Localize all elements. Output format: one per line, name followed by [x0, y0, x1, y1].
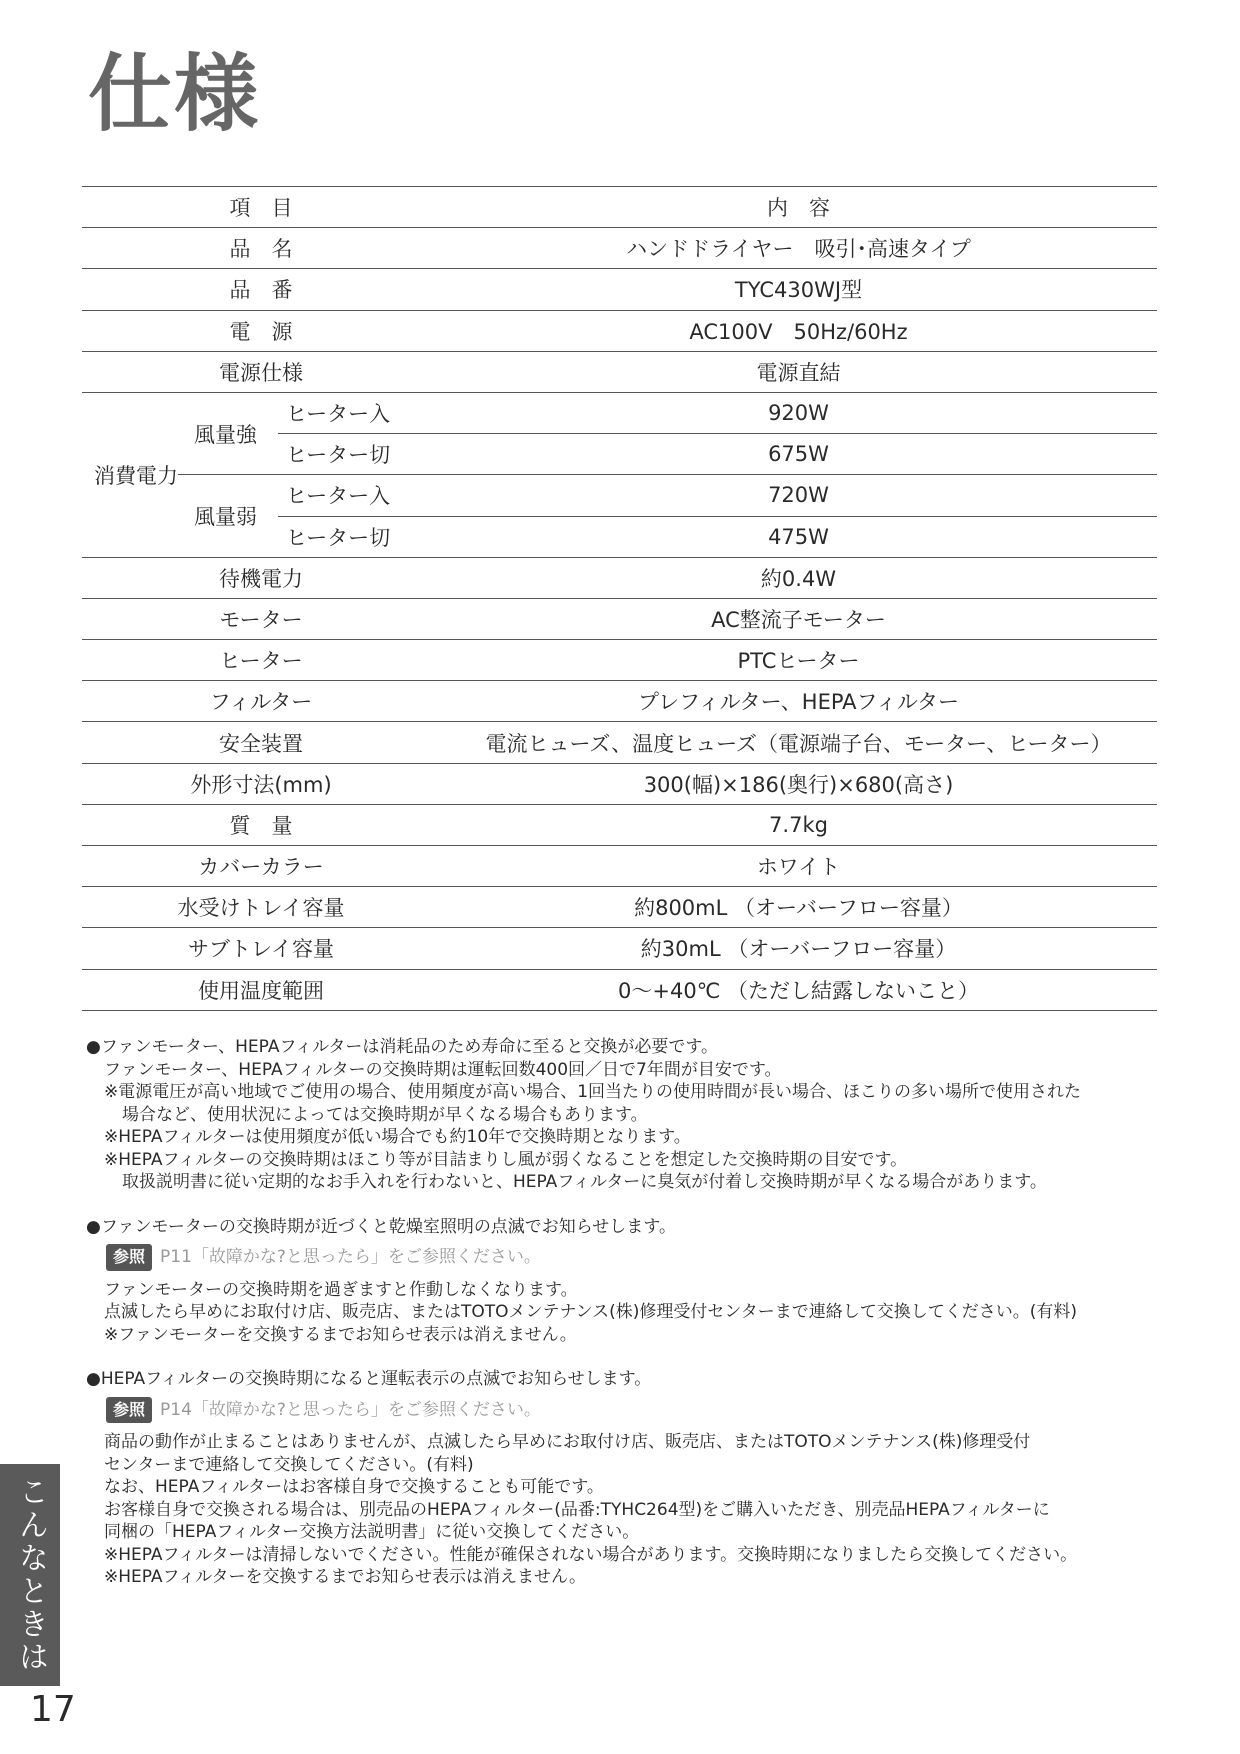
power-value: 675W: [440, 434, 1157, 475]
reference: [106, 1397, 1176, 1424]
table-row: [82, 763, 1157, 804]
fan-strong-label: 風量強: [178, 392, 278, 474]
row-value: 0～+40℃ （ただし結露しないこと）: [440, 969, 1157, 1010]
header-content: 内 容: [440, 187, 1157, 228]
row-label: 電源仕様: [82, 351, 440, 392]
page-title: 仕様: [88, 45, 261, 143]
power-value: 920W: [440, 392, 1157, 433]
reference-badge: 参照: [106, 1397, 152, 1424]
row-label: 水受けトレイ容量: [82, 887, 440, 928]
row-value: 300(幅)×186(奥行)×680(高さ): [440, 763, 1157, 804]
row-value: 7.7kg: [440, 804, 1157, 845]
row-label: 質 量: [82, 804, 440, 845]
page-number: 17: [30, 1689, 76, 1730]
row-value: PTCヒーター: [440, 640, 1157, 681]
heater-off-label: ヒーター切: [278, 516, 440, 557]
row-label: フィルター: [82, 681, 440, 722]
note-line: ファンモーター、HEPAフィルターの交換時期は運転回数400回／日で7年間が目安です。: [104, 1059, 782, 1080]
row-label: 外形寸法(mm): [82, 763, 440, 804]
table-row: [82, 228, 1157, 269]
note-line: ※HEPAフィルターを交換するまでお知らせ表示は消えません。: [104, 1567, 587, 1587]
row-value: 約800mL （オーバーフロー容量）: [440, 887, 1157, 928]
table-header-row: [82, 187, 1157, 228]
note-bullet: ●ファンモーターの交換時期が近づくと乾燥室照明の点滅でお知らせします。: [86, 1216, 676, 1237]
note-line: 同梱の「HEPAフィルター交換方法説明書」に従い交換してください。: [104, 1522, 640, 1542]
table-row: [82, 969, 1157, 1010]
row-value: ホワイト: [440, 846, 1157, 887]
table-row: [82, 846, 1157, 887]
table-row: [82, 722, 1157, 763]
table-row: [82, 310, 1157, 351]
row-value: AC100V 50Hz/60Hz: [440, 310, 1157, 351]
row-value: 電源直結: [440, 351, 1157, 392]
note-line: ※HEPAフィルターは清掃しないでください。性能が確保されない場合があります。交換時期になりましたら交換してください。: [104, 1544, 1078, 1565]
row-label: ヒーター: [82, 640, 440, 681]
reference: [106, 1244, 1176, 1271]
heater-off-label: ヒーター切: [278, 434, 440, 475]
note-line: お客様自身で交換される場合は、別売品のHEPAフィルター(品番:TYHC264型)をご購入いただき、別売品HEPAフィルターに: [104, 1499, 1050, 1520]
note-line: センターまで連絡して交換してください。(有料): [104, 1454, 474, 1475]
table-row: [82, 351, 1157, 392]
row-label: サブトレイ容量: [82, 928, 440, 969]
note-line: 場合など、使用状況によっては交換時期が早くなる場合もあります。: [122, 1104, 648, 1125]
power-row: [82, 475, 1157, 516]
table-row: [82, 598, 1157, 639]
reference-link[interactable]: P14「故障かな?と思ったら」をご参照ください。: [160, 1399, 541, 1420]
note-line: ※HEPAフィルターの交換時期はほこり等が目詰まりし風が弱くなることを想定した交換時期の目安です。: [104, 1149, 908, 1170]
note-line: なお、HEPAフィルターはお客様自身で交換することも可能です。: [104, 1477, 604, 1497]
reference-badge: 参照: [106, 1244, 152, 1271]
table-row: [82, 557, 1157, 598]
table-row: [82, 681, 1157, 722]
header-item: 項 目: [82, 187, 440, 228]
row-label: 品 名: [82, 228, 440, 269]
note-line: 商品の動作が止まることはありませんが、点滅したら早めにお取付け店、販売店、またはTOTOメンテナンス(株)修理受付: [104, 1432, 1031, 1452]
heater-on-label: ヒーター入: [278, 392, 440, 433]
note-bullet: ●ファンモーター、HEPAフィルターは消耗品のため寿命に至ると交換が必要です。: [86, 1037, 719, 1057]
power-label: 消費電力: [82, 392, 178, 557]
row-value: 約30mL （オーバーフロー容量）: [440, 928, 1157, 969]
row-label: 安全装置: [82, 722, 440, 763]
note-line: 点滅したら早めにお取付け店、販売店、またはTOTOメンテナンス(株)修理受付センターまで連絡して交換してください。(有料): [104, 1302, 1078, 1322]
section-tab-label: こんなときは: [13, 1476, 48, 1674]
row-label: カバーカラー: [82, 846, 440, 887]
row-value: 電流ヒューズ、温度ヒューズ（電源端子台、モーター、ヒーター）: [440, 722, 1157, 763]
note-bullet: ●HEPAフィルターの交換時期になると運転表示の点滅でお知らせします。: [86, 1369, 652, 1389]
row-value: TYC430WJ型: [440, 269, 1157, 310]
row-label: 品 番: [82, 269, 440, 310]
note-line: ファンモーターの交換時期を過ぎますと作動しなくなります。: [104, 1279, 578, 1300]
table-row: [82, 928, 1157, 969]
row-value: AC整流子モーター: [440, 598, 1157, 639]
section-tab: [0, 1464, 60, 1686]
power-value: 475W: [440, 516, 1157, 557]
spec-table: [82, 186, 1157, 1011]
heater-on-label: ヒーター入: [278, 475, 440, 516]
table-row: [82, 640, 1157, 681]
note-line: ※ファンモーターを交換するまでお知らせ表示は消えません。: [104, 1324, 577, 1345]
row-label: 待機電力: [82, 557, 440, 598]
row-value: ハンドドライヤー 吸引･高速タイプ: [440, 228, 1157, 269]
row-label: モーター: [82, 598, 440, 639]
power-value: 720W: [440, 475, 1157, 516]
notes: [86, 1036, 1176, 1589]
table-row: [82, 269, 1157, 310]
note-line: ※HEPAフィルターは使用頻度が低い場合でも約10年で交換時期となります。: [104, 1127, 691, 1147]
row-label: 電 源: [82, 310, 440, 351]
table-row: [82, 804, 1157, 845]
note-line: 取扱説明書に従い定期的なお手入れを行わないと、HEPAフィルターに臭気が付着し交換時期が早くなる場合があります。: [122, 1172, 1047, 1192]
row-value: プレフィルター、HEPAフィルター: [440, 681, 1157, 722]
reference-link[interactable]: P11「故障かな?と思ったら」をご参照ください。: [160, 1247, 541, 1267]
fan-weak-label: 風量弱: [178, 475, 278, 557]
power-row: [82, 392, 1157, 433]
note-line: ※電源電圧が高い地域でご使用の場合、使用頻度が高い場合、1回当たりの使用時間が長い場合、ほこりの多い場所で使用された: [104, 1082, 1082, 1102]
row-label: 使用温度範囲: [82, 969, 440, 1010]
row-value: 約0.4W: [440, 557, 1157, 598]
table-row: [82, 887, 1157, 928]
